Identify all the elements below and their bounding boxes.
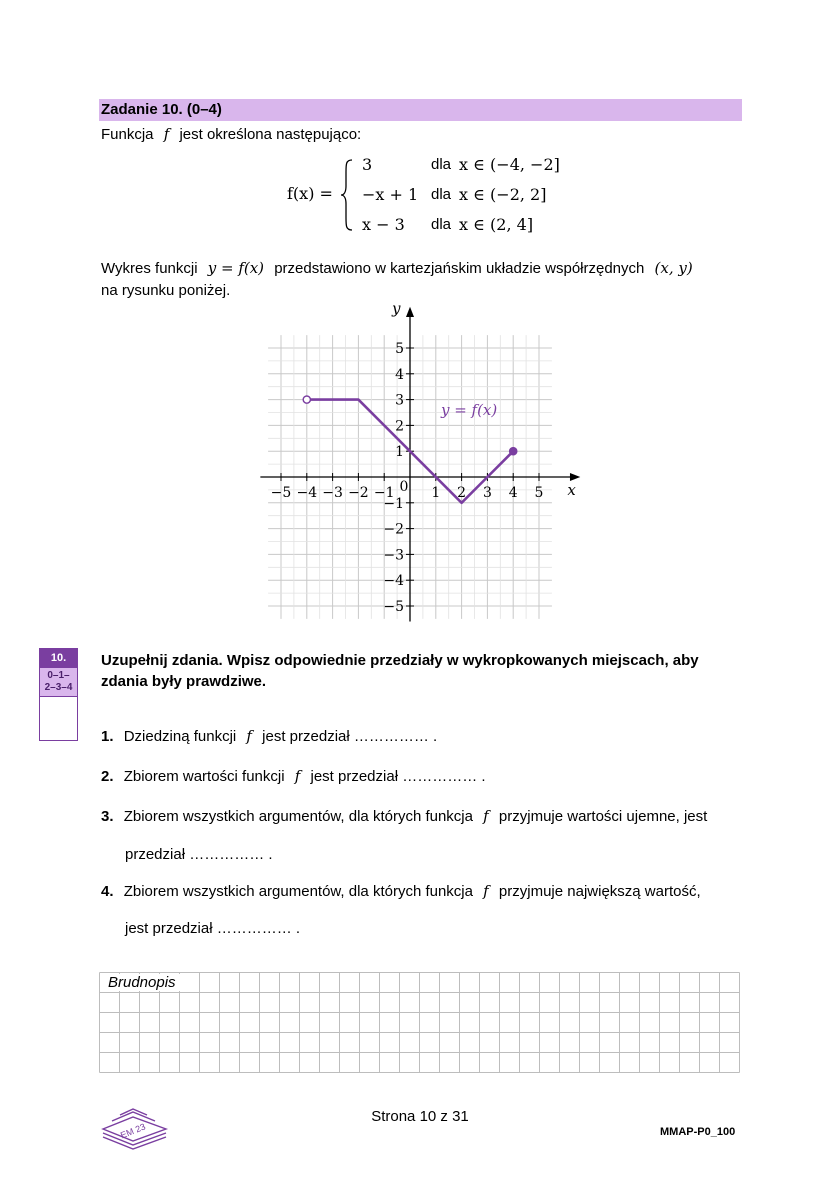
item-1-answer-blank[interactable]: …………… . [353, 728, 438, 745]
item-3-line2 [125, 846, 273, 863]
y-tick-label: −1 [383, 495, 404, 512]
closed-endpoint [510, 448, 517, 455]
item-4-text-a: Zbiorem wszystkich argumentów, dla których funkcja [123, 883, 473, 900]
graph-intro-coords: (x, y) [654, 259, 693, 277]
y-tick-label: 3 [395, 392, 404, 409]
x-tick-label: 1 [431, 485, 441, 501]
item-2-answer-blank[interactable]: …………… . [402, 768, 486, 785]
item-1-number: 1. [101, 728, 114, 745]
case-3-domain: x ∈ (2, 4] [459, 215, 534, 234]
item-2-number: 2. [101, 768, 114, 785]
logo-text: EM 23 [119, 1121, 147, 1141]
item-4-function-symbol: f [483, 882, 489, 900]
x-tick-label: 3 [482, 485, 492, 501]
item-2-function-symbol: f [294, 767, 301, 785]
y-tick-label: 1 [395, 444, 404, 461]
item-1-text-a: Dziedziną funkcji [123, 728, 237, 745]
y-tick-label: −4 [383, 573, 404, 590]
case-1-value: 3 [362, 155, 373, 174]
score-points-line2: 2–3–4 [44, 682, 73, 693]
x-axis-label: x [567, 481, 576, 499]
item-3-line2-text: przedział [125, 846, 186, 863]
item-1 [101, 727, 437, 745]
intro-text [101, 125, 361, 143]
draft-label: Brudnopis [102, 974, 182, 991]
item-3-text-a: Zbiorem wszystkich argumentów, dla których funkcja [123, 808, 473, 825]
graph-intro-line2: na rysunku poniżej. [101, 282, 231, 299]
x-tick-label: −2 [348, 485, 369, 501]
x-tick-label: 4 [508, 485, 518, 501]
item-3-number: 3. [101, 808, 114, 825]
item-3-text-b: przyjmuje wartości ujemne, jest [498, 808, 708, 825]
item-2-text-a: Zbiorem wartości funkcji [123, 768, 285, 785]
graph-intro-part2: przedstawiono w kartezjańskim układzie współrzędnych [274, 260, 645, 277]
item-3 [101, 807, 707, 825]
x-tick-label: 5 [534, 485, 544, 501]
item-4 [101, 882, 701, 900]
score-task-number: 10. [40, 649, 77, 668]
x-axis-arrow-icon [570, 473, 580, 481]
score-points [40, 668, 77, 696]
graph-intro [101, 259, 693, 277]
x-tick-label: 2 [457, 485, 467, 501]
case-2-value: −x + 1 [362, 185, 419, 204]
instruction-line1: Uzupełnij zdania. Wpisz odpowiednie przedziały w wykropkowanych miejscach, aby [101, 652, 699, 669]
case-2-domain: x ∈ (−2, 2] [459, 185, 547, 204]
graph-intro-part1: Wykres funkcji [101, 260, 198, 277]
item-4-number: 4. [101, 883, 114, 900]
item-2 [101, 767, 486, 785]
x-tick-label: −5 [270, 485, 292, 501]
y-tick-label: 2 [395, 418, 404, 435]
function-graph [255, 305, 590, 625]
x-tick-label: 0 [399, 479, 409, 495]
graph-intro-expr: y = f(x) [207, 259, 265, 277]
case-1-word: dla [431, 156, 452, 173]
item-4-line2-text: jest przedział [125, 920, 213, 937]
page-number: Strona 10 z 31 [371, 1108, 469, 1125]
y-tick-label: −5 [383, 599, 404, 615]
instruction-line2: zdania były prawdziwe. [101, 673, 267, 690]
y-tick-label: 5 [395, 341, 404, 357]
draft-grid[interactable] [99, 972, 741, 1074]
y-tick-label: −3 [383, 547, 404, 564]
y-tick-label: −2 [383, 521, 404, 538]
item-2-text-b: jest przedział [310, 768, 399, 785]
task-title: Zadanie 10. (0–4) [101, 101, 222, 118]
open-endpoint [303, 396, 310, 403]
score-divider [40, 696, 77, 697]
case-1-domain: x ∈ (−4, −2] [459, 155, 560, 174]
curly-brace-icon [340, 158, 354, 232]
curve-label: y = f(x) [440, 401, 498, 420]
y-tick-label: 4 [395, 366, 404, 383]
x-tick-label: −1 [373, 485, 395, 501]
item-4-answer-blank[interactable]: …………… . [216, 920, 301, 937]
intro-prefix: Funkcja [101, 126, 154, 143]
item-3-function-symbol: f [483, 807, 489, 825]
intro-function-symbol: f [163, 125, 170, 143]
y-axis-arrow-icon [406, 307, 414, 317]
x-tick-label: −3 [322, 485, 343, 501]
y-axis-label: y [392, 305, 401, 318]
item-4-line2 [125, 920, 300, 937]
item-3-answer-blank[interactable]: …………… . [189, 846, 273, 863]
definition-lhs: f(x) = [287, 184, 333, 203]
intro-suffix: jest określona następująco: [179, 126, 362, 143]
item-1-function-symbol: f [246, 727, 252, 745]
item-4-text-b: przyjmuje największą wartość, [498, 883, 701, 900]
exam-code: MMAP-P0_100 [660, 1126, 736, 1138]
case-3-value: x − 3 [362, 215, 405, 234]
case-2-word: dla [431, 186, 452, 203]
score-points-line1: 0–1– [47, 670, 70, 681]
case-3-word: dla [431, 216, 452, 233]
x-tick-label: −4 [296, 485, 318, 501]
item-1-text-b: jest przedział [262, 728, 350, 745]
instruction [101, 650, 699, 692]
